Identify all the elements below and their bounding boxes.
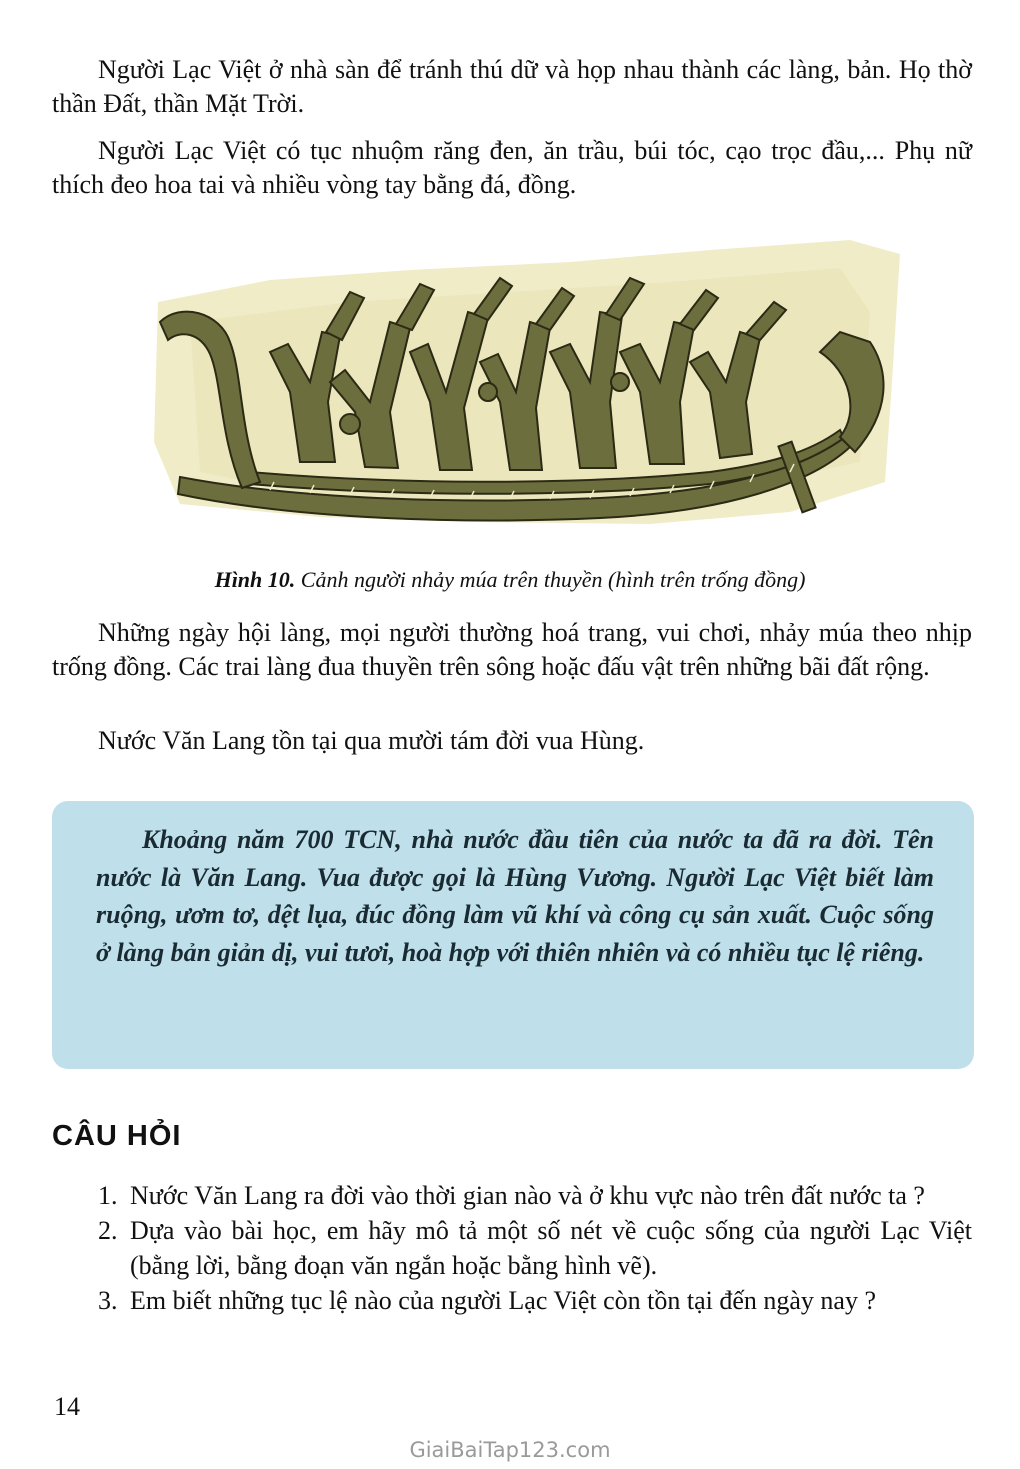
- figure-caption: [0, 566, 1020, 594]
- bronze-drum-boat-illustration: [150, 232, 910, 537]
- lesson-summary-box: [52, 801, 974, 1069]
- question-item-3: [52, 1283, 972, 1318]
- lesson-summary-text: Khoảng năm 700 TCN, nhà nước đầu tiên của nước ta đã ra đời. Tên nước là Văn Lang. Vua được gọi là Hùng Vương. Người Lạc Việt biết làm ruộng, ươm tơ, dệt lụa, đúc đồng làm vũ khí và công cụ sản xuất. Cuộc sống ở làng bản giản dị, vui tươi, hoà hợp với thiên nhiên và có nhiều tục lệ riêng.: [96, 825, 934, 967]
- questions-list: [52, 1178, 972, 1318]
- body-paragraph-4: Nước Văn Lang tồn tại qua mười tám đời vua Hùng.: [98, 726, 645, 755]
- question-item-2: [52, 1213, 972, 1283]
- question-text: Em biết những tục lệ nào của người Lạc Việt còn tồn tại đến ngày nay ?: [130, 1286, 877, 1315]
- figure-label: Hình 10.: [214, 567, 296, 592]
- questions-heading: CÂU HỎI: [52, 1120, 182, 1152]
- question-text: Dựa vào bài học, em hãy mô tả một số nét về cuộc sống của người Lạc Việt (bằng lời, bằng đoạn văn ngắn hoặc bằng hình vẽ).: [130, 1216, 972, 1280]
- figure-caption-text: Cảnh người nhảy múa trên thuyền (hình trên trống đồng): [300, 567, 806, 592]
- question-text: Nước Văn Lang ra đời vào thời gian nào và ở khu vực nào trên đất nước ta ?: [130, 1181, 925, 1210]
- site-watermark: GiaiBaiTap123.com: [409, 1438, 611, 1462]
- question-number: 3.: [98, 1286, 118, 1315]
- body-paragraph-1: Người Lạc Việt ở nhà sàn để tránh thú dữ và họp nhau thành các làng, bản. Họ thờ thần Đất, thần Mặt Trời.: [52, 55, 972, 118]
- page-number: 14: [54, 1392, 80, 1421]
- question-number: 1.: [98, 1181, 118, 1210]
- body-paragraph-3: Những ngày hội làng, mọi người thường hoá trang, vui chơi, nhảy múa theo nhịp trống đồng. Các trai làng đua thuyền trên sông hoặc đấu vật trên những bãi đất rộng.: [52, 618, 972, 681]
- body-paragraph-2: Người Lạc Việt có tục nhuộm răng đen, ăn trầu, búi tóc, cạo trọc đầu,... Phụ nữ thích đeo hoa tai và nhiều vòng tay bằng đá, đồng.: [52, 136, 972, 199]
- question-number: 2.: [98, 1216, 118, 1245]
- question-item-1: [52, 1178, 972, 1213]
